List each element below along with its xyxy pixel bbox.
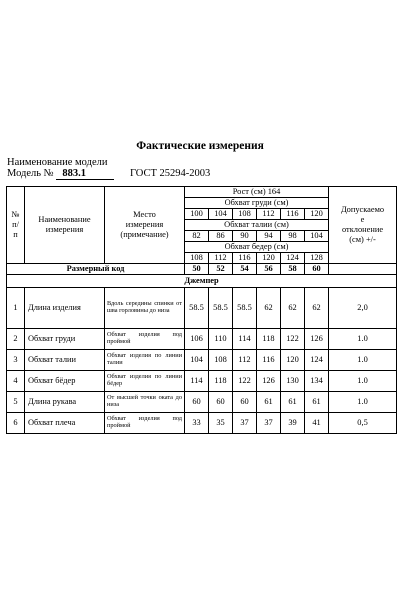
hips-values-2: 116	[233, 253, 257, 264]
row-value: 35	[209, 413, 233, 434]
row-name: Обхват плеча	[25, 413, 105, 434]
measurements-table	[6, 186, 397, 434]
table-row	[7, 350, 397, 371]
row-tolerance: 1.0	[329, 329, 397, 350]
row-value: 61	[305, 392, 329, 413]
col-tolerance-header: Допускаемо е отклонение (см) +/-	[329, 187, 397, 264]
row-value: 62	[257, 288, 281, 329]
row-value: 41	[305, 413, 329, 434]
col-name-header: Наименование измерения	[25, 187, 105, 264]
chest-values-2: 108	[233, 209, 257, 220]
table-row	[7, 288, 397, 329]
section-label: Джемпер	[7, 275, 397, 288]
waist-values-0: 82	[185, 231, 209, 242]
row-value: 122	[281, 329, 305, 350]
row-value: 58.5	[209, 288, 233, 329]
chest-values-3: 112	[257, 209, 281, 220]
chest-values-1: 104	[209, 209, 233, 220]
row-tolerance: 2,0	[329, 288, 397, 329]
row-value: 120	[281, 350, 305, 371]
row-value: 60	[185, 392, 209, 413]
size-codes-1: 52	[209, 264, 233, 275]
model-number-label: Модель №	[7, 168, 54, 179]
hips-values-5: 128	[305, 253, 329, 264]
page-title: Фактические измерения	[136, 140, 264, 152]
row-name: Обхват бёдер	[25, 371, 105, 392]
table-row	[7, 392, 397, 413]
row-value: 37	[233, 413, 257, 434]
row-value: 60	[209, 392, 233, 413]
size-codes-3: 56	[257, 264, 281, 275]
size-codes-4: 58	[281, 264, 305, 275]
chest-label: Обхват груди (см)	[185, 198, 329, 209]
row-value: 110	[209, 329, 233, 350]
col-place-header: Место измерения (примечание)	[105, 187, 185, 264]
model-number-line	[7, 168, 114, 180]
row-value: 58.5	[233, 288, 257, 329]
row-value: 114	[185, 371, 209, 392]
row-value: 118	[257, 329, 281, 350]
row-value: 62	[281, 288, 305, 329]
row-place: Обхват изделия под проймой	[105, 329, 185, 350]
waist-values-4: 98	[281, 231, 305, 242]
row-tolerance: 1.0	[329, 392, 397, 413]
row-value: 124	[305, 350, 329, 371]
waist-values-1: 86	[209, 231, 233, 242]
model-number: 883.1	[56, 168, 114, 180]
row-no: 3	[7, 350, 25, 371]
row-value: 108	[209, 350, 233, 371]
row-no: 6	[7, 413, 25, 434]
row-no: 4	[7, 371, 25, 392]
row-tolerance: 0,5	[329, 413, 397, 434]
row-place: Обхват изделия под проймой	[105, 413, 185, 434]
standard-label: ГОСТ 25294-2003	[130, 168, 211, 179]
chest-values-0: 100	[185, 209, 209, 220]
row-value: 122	[233, 371, 257, 392]
row-value: 116	[257, 350, 281, 371]
row-value: 112	[233, 350, 257, 371]
waist-values-3: 94	[257, 231, 281, 242]
size-code-label: Размерный код	[7, 264, 185, 275]
row-value: 33	[185, 413, 209, 434]
row-value: 61	[281, 392, 305, 413]
table-row	[7, 413, 397, 434]
hips-values-1: 112	[209, 253, 233, 264]
height-label: Рост (см) 164	[185, 187, 329, 198]
hips-values-0: 108	[185, 253, 209, 264]
table-row	[7, 329, 397, 350]
row-value: 130	[281, 371, 305, 392]
waist-values-2: 90	[233, 231, 257, 242]
row-value: 60	[233, 392, 257, 413]
chest-values-4: 116	[281, 209, 305, 220]
hips-values-3: 120	[257, 253, 281, 264]
row-name: Обхват груди	[25, 329, 105, 350]
chest-values-5: 120	[305, 209, 329, 220]
row-name: Обхват талии	[25, 350, 105, 371]
row-place: Обхват изделия по линии бёдер	[105, 371, 185, 392]
row-place: От высшей точки оката до низа	[105, 392, 185, 413]
size-code-tol-empty	[329, 264, 397, 275]
hips-values-4: 124	[281, 253, 305, 264]
row-value: 134	[305, 371, 329, 392]
row-no: 1	[7, 288, 25, 329]
row-value: 106	[185, 329, 209, 350]
row-tolerance: 1.0	[329, 350, 397, 371]
row-place: Вдоль середины спинки от шва горловины до низа	[105, 288, 185, 329]
row-value: 126	[305, 329, 329, 350]
row-value: 118	[209, 371, 233, 392]
row-tolerance: 1.0	[329, 371, 397, 392]
row-place: Обхват изделия по линии талии	[105, 350, 185, 371]
col-no-header: № п/ п	[7, 187, 25, 264]
row-value: 126	[257, 371, 281, 392]
table-row	[7, 371, 397, 392]
size-codes-2: 54	[233, 264, 257, 275]
size-codes-0: 50	[185, 264, 209, 275]
waist-label: Обхват талии (см)	[185, 220, 329, 231]
row-no: 2	[7, 329, 25, 350]
row-value: 114	[233, 329, 257, 350]
waist-values-5: 104	[305, 231, 329, 242]
row-name: Длина рукава	[25, 392, 105, 413]
row-value: 37	[257, 413, 281, 434]
row-value: 39	[281, 413, 305, 434]
row-name: Длина изделия	[25, 288, 105, 329]
row-value: 61	[257, 392, 281, 413]
size-codes-5: 60	[305, 264, 329, 275]
row-no: 5	[7, 392, 25, 413]
row-value: 104	[185, 350, 209, 371]
hips-label: Обхват бедер (см)	[185, 242, 329, 253]
row-value: 58.5	[185, 288, 209, 329]
row-value: 62	[305, 288, 329, 329]
model-name-label: Наименование модели	[7, 157, 108, 168]
